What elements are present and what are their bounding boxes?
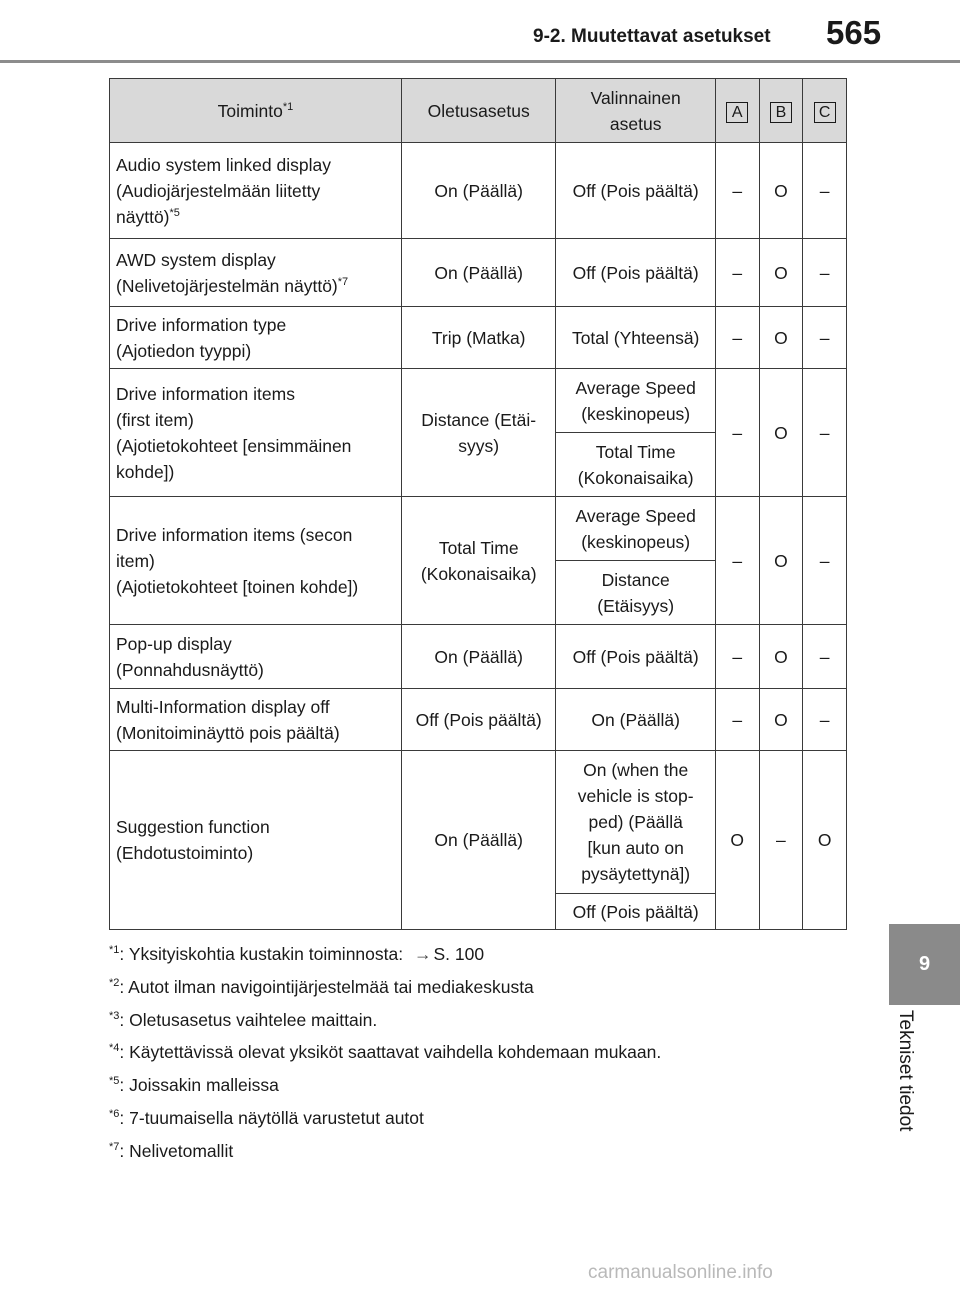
- footnote-mark: *3: [109, 1009, 120, 1022]
- cell-optional: Off (Pois päältä): [556, 894, 715, 930]
- cell-col-c: –: [803, 625, 847, 689]
- cell-col-c: O: [803, 751, 847, 930]
- footnote-mark: *6: [109, 1108, 120, 1121]
- footnote: $^{*4}$: Käytettävissä olevat yksiköt saattavat vaihdella kohdemaan mukaan.: [109, 1042, 662, 1063]
- cell-col-c: –: [803, 239, 847, 307]
- cell-function: Audio system linked display (Audiojärjestelmään liitetty näyttö)$^{*5}$: [110, 143, 402, 239]
- cell-default: On (Päällä): [401, 143, 556, 239]
- footnote-mark: *5: [109, 1075, 120, 1088]
- footnote: $^{*5}$: Joissakin malleissa: [109, 1075, 279, 1096]
- table-row: [110, 751, 847, 894]
- table-row: [110, 497, 847, 561]
- footnotes: [109, 938, 869, 1168]
- cell-col-b: O: [759, 497, 803, 625]
- cell-optional: Off (Pois päältä): [556, 239, 715, 307]
- header-function: Toiminto$^{*1}$: [110, 79, 402, 143]
- table-row: [110, 239, 847, 307]
- footnote-mark: *1: [282, 100, 294, 113]
- chapter-label: Tekniset tiedot: [895, 1010, 916, 1132]
- cell-col-a: –: [715, 239, 759, 307]
- cell-default: Off (Pois päältä): [401, 689, 556, 751]
- cell-col-a: –: [715, 143, 759, 239]
- footnote-mark: *7: [109, 1140, 120, 1153]
- watermark: carmanualsonline.info: [588, 1262, 773, 1283]
- footnote-mark: *2: [109, 976, 120, 989]
- cell-col-a: –: [715, 625, 759, 689]
- section-title: 9-2. Muutettavat asetukset: [533, 26, 771, 47]
- cell-optional: Off (Pois päältä): [556, 143, 715, 239]
- cell-optional: Off (Pois päältä): [556, 625, 715, 689]
- cell-col-c: –: [803, 143, 847, 239]
- footnote-mark: *4: [109, 1042, 120, 1055]
- cell-col-a: –: [715, 497, 759, 625]
- cell-col-b: O: [759, 143, 803, 239]
- cell-default: Distance (Etäi- syys): [401, 369, 556, 497]
- cell-col-a: –: [715, 689, 759, 751]
- settings-table: [109, 78, 847, 930]
- cell-optional: Total (Yhteensä): [556, 307, 715, 369]
- table-header-row: [110, 79, 847, 143]
- header-default: Oletusasetus: [401, 79, 556, 143]
- page-reference-link[interactable]: S. 100: [433, 944, 485, 964]
- header-optional: Valinnainen asetus: [556, 79, 715, 143]
- footnote: $^{*1}$: Yksityiskohtia kustakin toiminnosta: → S. 100: [109, 938, 869, 971]
- cell-default: Total Time (Kokonaisaika): [401, 497, 556, 625]
- cell-col-a: –: [715, 369, 759, 497]
- cell-default: Trip (Matka): [401, 307, 556, 369]
- cell-function: Drive information items (first item) (Ajotietokohteet [ensimmäinen kohde]): [110, 369, 402, 497]
- cell-function: Suggestion function (Ehdotustoiminto): [110, 751, 402, 930]
- cell-default: On (Päällä): [401, 625, 556, 689]
- cell-optional: On (Päällä): [556, 689, 715, 751]
- cell-optional: On (when the vehicle is stop- ped) (Päällä [kun auto on pysäytettynä]): [556, 751, 715, 894]
- cell-function: Drive information items (secon item) (Ajotietokohteet [toinen kohde]): [110, 497, 402, 625]
- cell-optional: Average Speed (keskinopeus): [556, 369, 715, 433]
- table-row: [110, 625, 847, 689]
- cell-default: On (Päällä): [401, 239, 556, 307]
- footnote-mark: *1: [109, 944, 120, 957]
- cell-col-a: O: [715, 751, 759, 930]
- cell-optional: Average Speed (keskinopeus): [556, 497, 715, 561]
- cell-function: AWD system display (Nelivetojärjestelmän näyttö)$^{*7}$: [110, 239, 402, 307]
- footnote: $^{*3}$: Oletusasetus vaihtelee maittain.: [109, 1009, 378, 1030]
- cell-col-b: O: [759, 689, 803, 751]
- footnote: $^{*6}$: 7-tuumaisella näytöllä varustetut autot: [109, 1107, 424, 1128]
- cell-function: Multi-Information display off (Monitoiminäyttö pois päältä): [110, 689, 402, 751]
- header-divider: [0, 60, 960, 63]
- cell-col-b: –: [759, 751, 803, 930]
- cell-col-b: O: [759, 369, 803, 497]
- table-row: [110, 689, 847, 751]
- footnote: $^{*7}$: Nelivetomallit: [109, 1140, 234, 1161]
- footnote: $^{*2}$: Autot ilman navigointijärjestelmää tai mediakeskusta: [109, 976, 534, 997]
- header-col-b: B: [759, 79, 803, 143]
- page-number: 565: [826, 14, 882, 51]
- cell-col-c: –: [803, 307, 847, 369]
- cell-default: On (Päällä): [401, 751, 556, 930]
- header-col-a: A: [715, 79, 759, 143]
- cell-col-c: –: [803, 497, 847, 625]
- cell-col-c: –: [803, 689, 847, 751]
- cell-function: Pop-up display (Ponnahdusnäyttö): [110, 625, 402, 689]
- cell-function: Drive information type (Ajotiedon tyyppi): [110, 307, 402, 369]
- table-row: [110, 307, 847, 369]
- footnote-mark: *5: [169, 206, 180, 219]
- cell-col-b: O: [759, 625, 803, 689]
- cell-col-b: O: [759, 239, 803, 307]
- cell-col-b: O: [759, 307, 803, 369]
- header-col-c: C: [803, 79, 847, 143]
- arrow-right-icon: →: [413, 944, 432, 964]
- cell-col-a: –: [715, 307, 759, 369]
- chapter-tab: [889, 924, 960, 1005]
- chapter-number: 9: [918, 953, 931, 975]
- table-row: [110, 143, 847, 239]
- table-row: [110, 369, 847, 433]
- footnote-mark: *7: [337, 275, 349, 288]
- cell-col-c: –: [803, 369, 847, 497]
- cell-optional: Total Time (Kokonaisaika): [556, 433, 715, 497]
- cell-optional: Distance (Etäisyys): [556, 561, 715, 625]
